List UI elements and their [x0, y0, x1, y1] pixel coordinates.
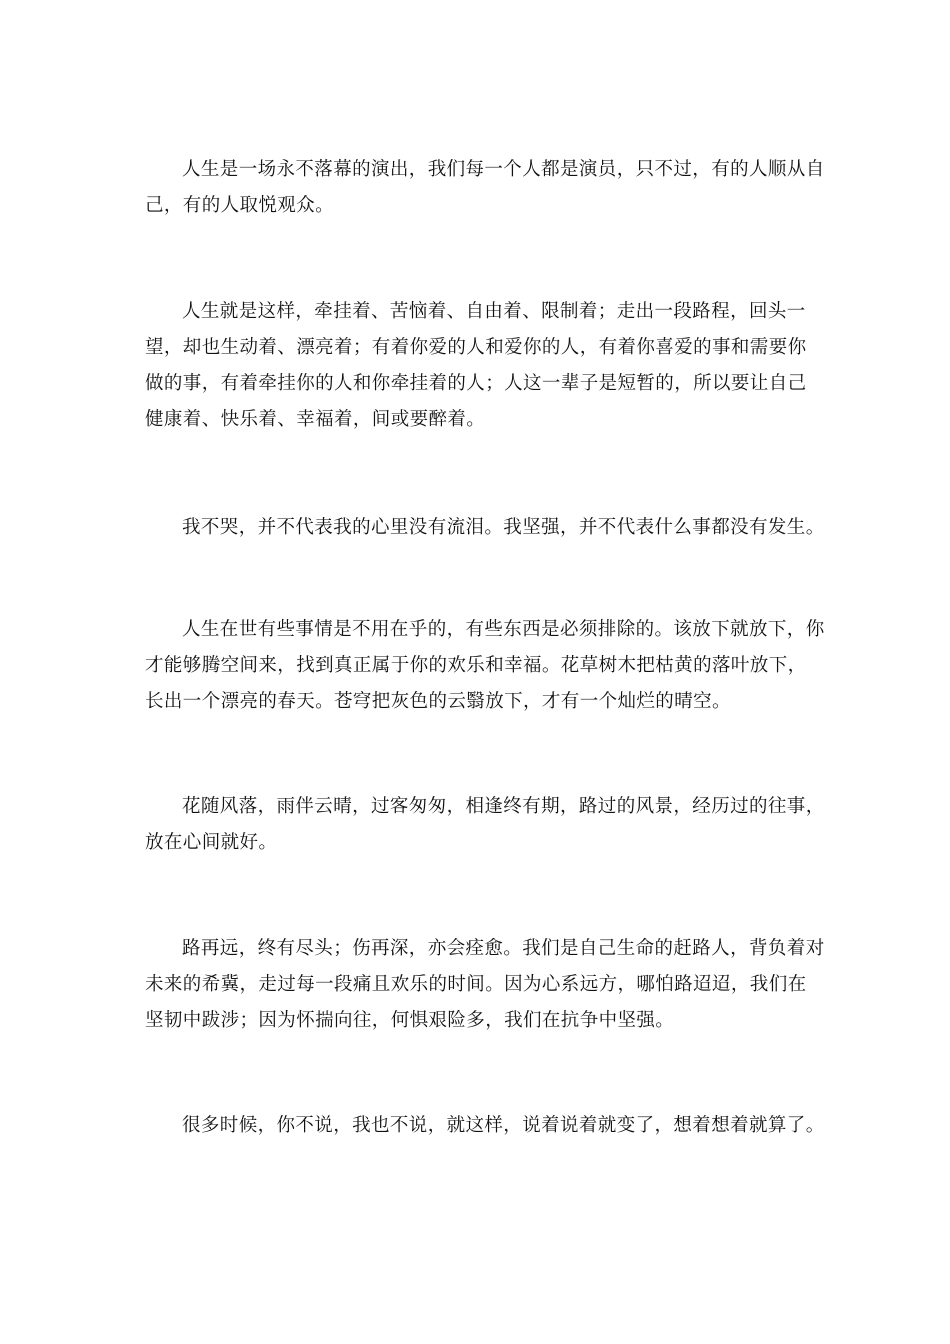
paragraph: 人生是一场永不落幕的演出，我们每一个人都是演员，只不过，有的人顺从自己，有的人取悦观众。 — [145, 159, 825, 216]
paragraph: 路再远，终有尽头；伤再深，亦会痊愈。我们是自己生命的赶路人，背负着对未来的希冀，走过每一段痛且欢乐的时间。因为心系远方，哪怕路迢迢，我们在坚韧中跋涉；因为怀揣向往，何惧艰险多，我们在抗争中坚强。 — [145, 938, 825, 1031]
paragraph: 花随风落，雨伴云晴，过客匆匆，相逢终有期，路过的风景，经历过的往事，放在心间就好。 — [145, 796, 825, 853]
paragraph: 我不哭，并不代表我的心里没有流泪。我坚强，并不代表什么事都没有发生。 — [182, 517, 825, 538]
paragraph: 人生在世有些事情是不用在乎的，有些东西是必须排除的。该放下就放下，你才能够腾空间来，找到真正属于你的欢乐和幸福。花草树木把枯黄的落叶放下，长出一个漂亮的春天。苍穹把灰色的云翳放下，才有一个灿烂的晴空。 — [145, 619, 825, 712]
paragraph: 人生就是这样，牵挂着、苦恼着、自由着、限制着；走出一段路程，回头一望，却也生动着、漂亮着；有着你爱的人和爱你的人，有着你喜爱的事和需要你做的事，有着牵挂你的人和你牵挂着的人；人这一辈子是短暂的，所以要让自己健康着、快乐着、幸福着，间或要醉着。 — [145, 301, 807, 430]
paragraph: 很多时候，你不说，我也不说，就这样，说着说着就变了，想着想着就算了。 — [182, 1115, 825, 1136]
